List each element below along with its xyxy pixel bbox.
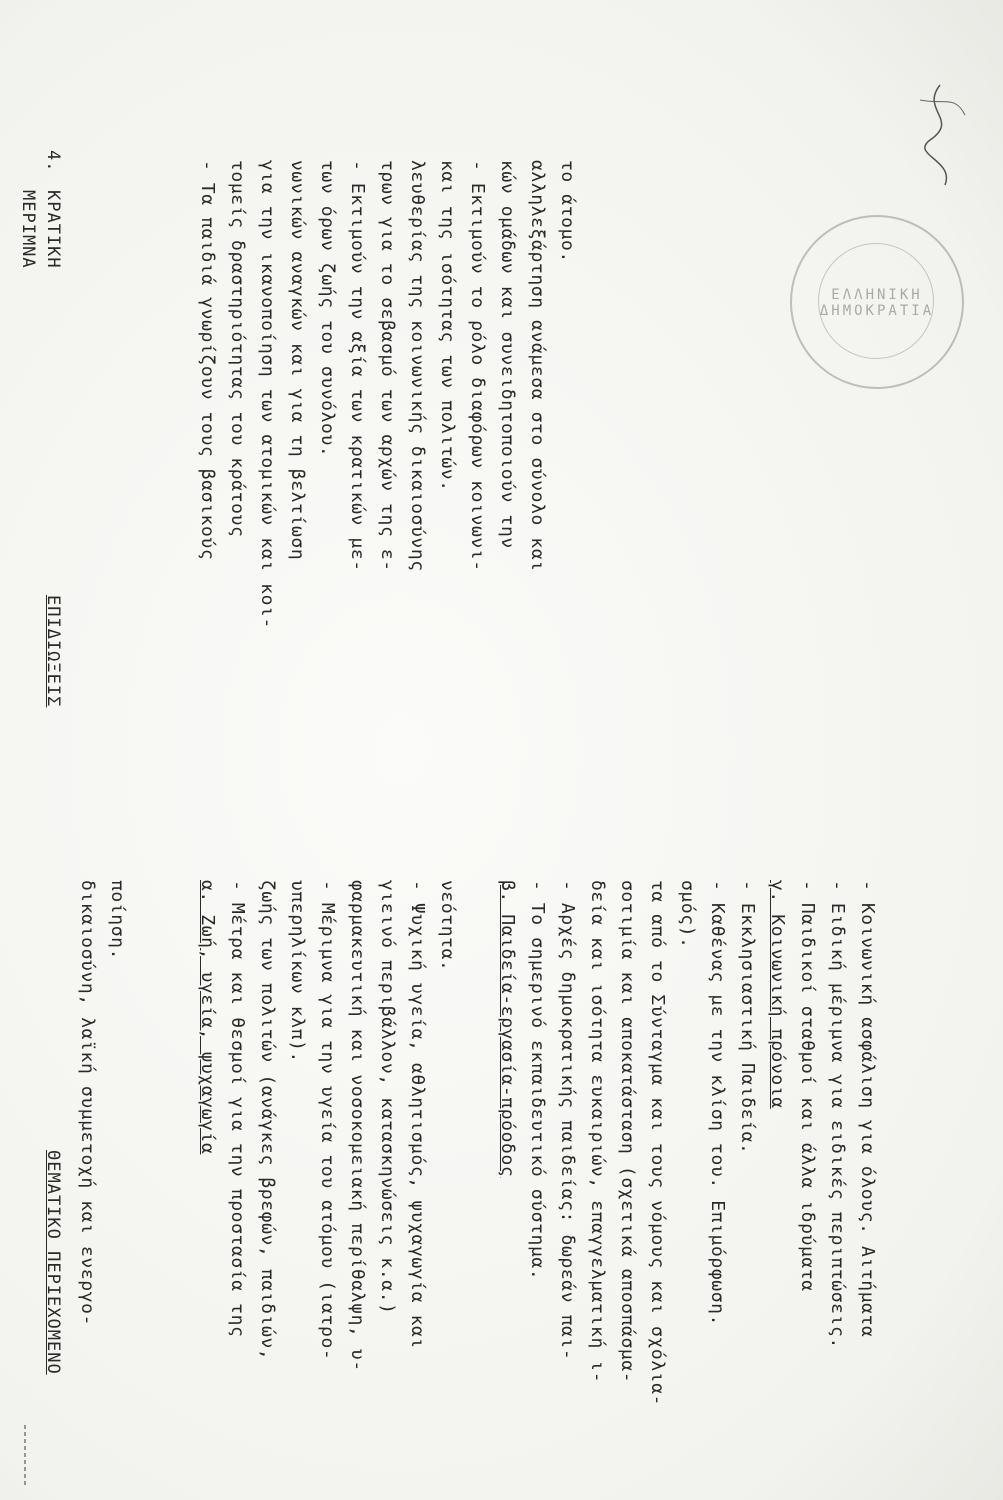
left-line: - Τα παιδιά γνωρίζουν τους βασικούς	[197, 160, 218, 561]
right-line: δικαιοσύνη, λαϊκή συμμετοχή και ενεργο-	[77, 880, 98, 1327]
right-line-heading: α. Ζωή, υγεία, ψυχαγωγία	[197, 880, 218, 1155]
right-line: - Ψυχική υγεία, αθλητισμός, ψυχαγωγία και	[407, 880, 428, 1349]
left-line: για την ικανοποίηση των ατομικών και κοι-	[257, 160, 278, 629]
right-line: - Το σημερινό εκπαιδευτικό σύστημα.	[527, 880, 548, 1281]
right-line: - Καθένας με την κλίση του. Επιμόρφωση.	[707, 880, 728, 1327]
right-line: - Αρχές δημοκρατικής παιδείας: δωρεάν παι-	[557, 880, 578, 1361]
right-line: σμός).	[677, 880, 698, 949]
right-line: ποίηση.	[107, 880, 128, 961]
left-line: τομείς δραστηριότητας του κράτους	[227, 160, 248, 538]
left-line: - Εκτιμούν την αξία των κρατικών με-	[347, 160, 368, 572]
right-line: δεία και ισότητα ευκαιριών, επαγγελματική ι-	[587, 880, 608, 1384]
left-line: αλληλεξάρτηση ανάμεσα στο σύνολο και	[527, 160, 548, 572]
right-line-heading: γ. Κοινωνική πρόνοια	[767, 880, 788, 1109]
right-line-heading: β. Παιδεία-εργασία-πρόοδος	[497, 880, 518, 1178]
section-title-line2: ΜΕΡΙΜΝΑ	[18, 190, 38, 269]
right-line: νεότητα.	[437, 880, 458, 972]
header-thematiko: ΘΕΜΑΤΙΚΟ ΠΕΡΙΕΧΟΜΕΝΟ	[43, 1150, 63, 1375]
right-line: - Ειδική μέριμνα για ειδικές περιπτώσεις.	[827, 880, 848, 1349]
left-line: τρων για το σεβασμό των αρχών της ε-	[377, 160, 398, 572]
right-line: - Εκκλησιαστική Παιδεία.	[737, 880, 758, 1155]
section-title-line1: ΚΡΑΤΙΚΗ	[43, 190, 63, 269]
right-line: υπερηλίκων κλπ).	[287, 880, 308, 1063]
right-line: ζωής των πολιτών (ανάγκες βρεφών, παιδιών,	[257, 880, 278, 1361]
left-line: λευθερίας της κοινωνικής δικαιοσύνης	[407, 160, 428, 572]
header-epidioxeis: ΕΠΙΔΙΩΞΕΙΣ	[43, 595, 63, 708]
right-line: - Κοινωνική ασφάλιση για όλους. Αιτήματα	[857, 880, 878, 1338]
right-line: τα από το Σύνταγμα και τους νόμους και σχόλια-	[647, 880, 668, 1407]
right-line: σοτιμία και αποκατάσταση (σχετικά αποσπάσμα-	[617, 880, 638, 1384]
right-line: - Παιδικοί σταθμοί και άλλα ιδρύματα	[797, 880, 818, 1292]
left-line: - Εκτιμούν το ρόλο διαφόρων κοινωνι-	[467, 160, 488, 572]
right-line: - Μέριμνα για την υγεία του ατόμου (ιατρο-	[317, 880, 338, 1361]
official-stamp-icon	[790, 215, 964, 389]
left-line: το άτομο.	[557, 160, 578, 263]
right-line: γιεινό περιβάλλον, κατασκηνώσεις κ.α.)	[377, 880, 398, 1315]
left-line: και της ισότητας των πολιτών.	[437, 160, 458, 492]
left-line: κών ομάδων και συνειδητοποιούν την	[497, 160, 518, 549]
stamp-text: ΕΛΛΗΝΙΚΗ ΔΗΜΟΚΡΑΤΙΑ	[819, 287, 935, 319]
section-number: 4.	[43, 150, 63, 173]
left-line: των όρων ζωής του συνόλου.	[317, 160, 338, 458]
left-line: νωνικών αναγκών και για τη βελτίωση	[287, 160, 308, 561]
right-line: - Μέτρα και θεσμοί για την προστασία της	[227, 880, 248, 1338]
right-line: φαρμακευτική και νοσοκομειακή περίθαλψη, υ-	[347, 880, 368, 1372]
signature-icon	[900, 80, 980, 190]
